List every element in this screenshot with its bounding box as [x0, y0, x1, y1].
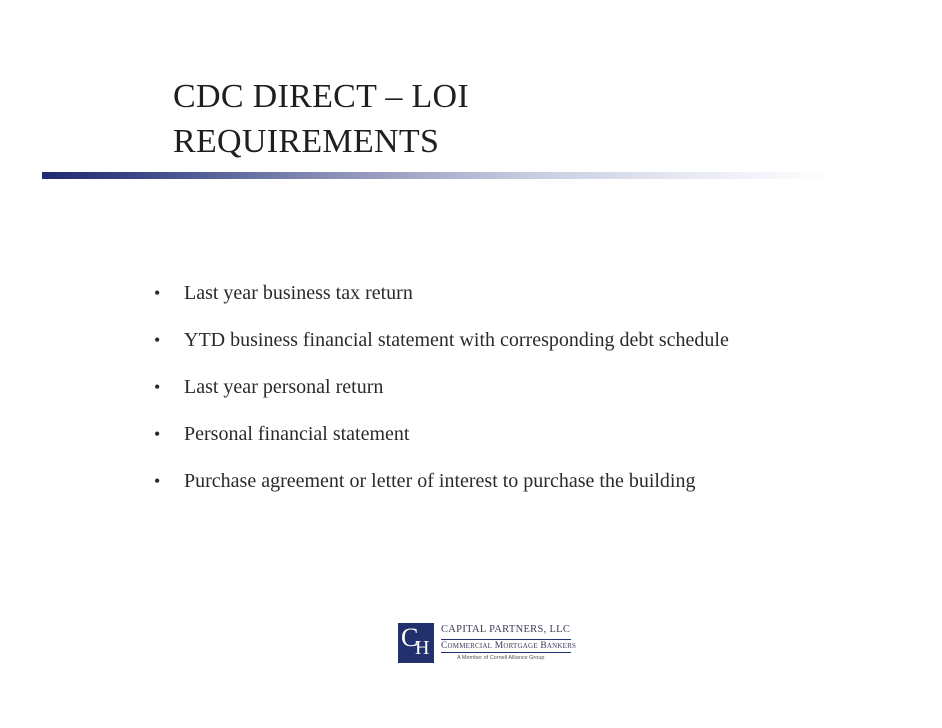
- bullet-item: [152, 365, 852, 410]
- bullet-text: YTD business financial statement with corresponding debt schedule: [184, 329, 729, 351]
- slide-title-line-2: REQUIREMENTS: [173, 123, 440, 160]
- logo-subtitle: Commercial Mortgage Bankers: [441, 641, 577, 651]
- title-divider-rule: [42, 172, 832, 179]
- logo-member-line: A Member of Cornell Alliance Group: [457, 655, 545, 661]
- company-logo: [398, 623, 577, 663]
- bullet-text: Personal financial statement: [184, 423, 410, 445]
- logo-text: [441, 623, 577, 662]
- bullet-text: Last year business tax return: [184, 282, 413, 304]
- slide-title: [173, 74, 813, 164]
- bullet-marker: •: [154, 471, 161, 491]
- logo-monogram-c: C: [401, 623, 419, 652]
- bullet-item: [152, 318, 744, 363]
- bullet-item: [152, 412, 852, 457]
- bullet-list: [152, 271, 852, 506]
- bullet-text: Purchase agreement or letter of interest to purchase the building: [184, 470, 696, 492]
- bullet-marker: •: [154, 283, 161, 303]
- bullet-marker: •: [154, 377, 161, 397]
- logo-company-name: CAPITAL PARTNERS, LLC: [441, 624, 571, 635]
- bullet-marker: •: [154, 330, 161, 350]
- slide-title-line-1: CDC DIRECT – LOI: [173, 78, 470, 115]
- bullet-text: Last year personal return: [184, 376, 384, 398]
- logo-monogram: [398, 623, 434, 663]
- bullet-item: [152, 271, 852, 316]
- bullet-item: [152, 459, 884, 504]
- logo-monogram-h: H: [415, 637, 430, 659]
- bullet-marker: •: [154, 424, 161, 444]
